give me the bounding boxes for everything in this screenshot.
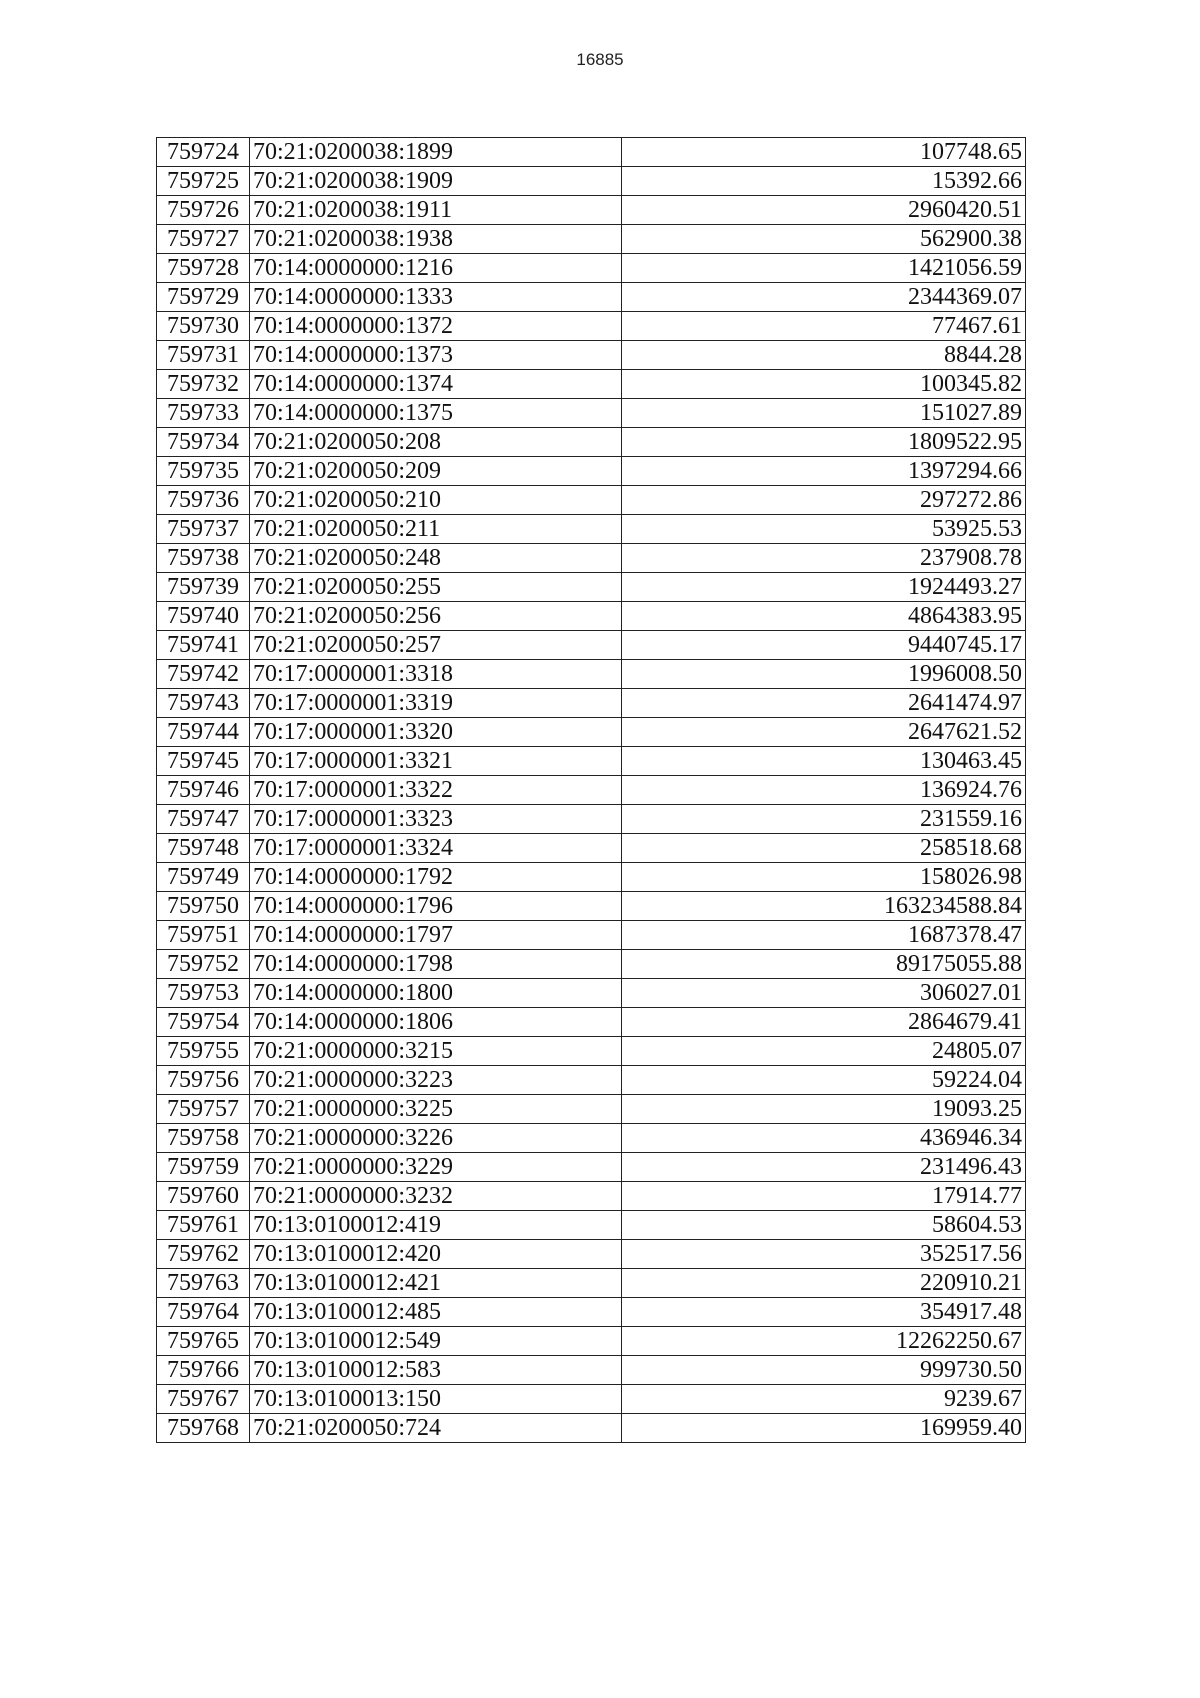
row-number-cell: 759751 <box>157 921 250 950</box>
value-cell: 24805.07 <box>622 1037 1026 1066</box>
table-row <box>157 254 1026 283</box>
table-row <box>157 805 1026 834</box>
table-row <box>157 138 1026 167</box>
table-row <box>157 979 1026 1008</box>
row-number-cell: 759754 <box>157 1008 250 1037</box>
table-row <box>157 718 1026 747</box>
value-cell: 100345.82 <box>622 370 1026 399</box>
cadastral-number-cell: 70:13:0100012:485 <box>250 1298 622 1327</box>
value-cell: 1687378.47 <box>622 921 1026 950</box>
cadastral-number-cell: 70:13:0100012:583 <box>250 1356 622 1385</box>
table-row <box>157 1385 1026 1414</box>
row-number-cell: 759728 <box>157 254 250 283</box>
row-number-cell: 759726 <box>157 196 250 225</box>
value-cell: 130463.45 <box>622 747 1026 776</box>
cadastral-number-cell: 70:17:0000001:3324 <box>250 834 622 863</box>
value-cell: 1421056.59 <box>622 254 1026 283</box>
value-cell: 2641474.97 <box>622 689 1026 718</box>
cadastral-number-cell: 70:14:0000000:1798 <box>250 950 622 979</box>
table-row <box>157 631 1026 660</box>
cadastral-number-cell: 70:14:0000000:1796 <box>250 892 622 921</box>
row-number-cell: 759764 <box>157 1298 250 1327</box>
row-number-cell: 759740 <box>157 602 250 631</box>
row-number-cell: 759738 <box>157 544 250 573</box>
cadastral-number-cell: 70:14:0000000:1333 <box>250 283 622 312</box>
row-number-cell: 759734 <box>157 428 250 457</box>
table-row <box>157 486 1026 515</box>
row-number-cell: 759735 <box>157 457 250 486</box>
value-cell: 9239.67 <box>622 1385 1026 1414</box>
row-number-cell: 759762 <box>157 1240 250 1269</box>
row-number-cell: 759731 <box>157 341 250 370</box>
value-cell: 436946.34 <box>622 1124 1026 1153</box>
row-number-cell: 759760 <box>157 1182 250 1211</box>
table-row <box>157 602 1026 631</box>
row-number-cell: 759768 <box>157 1414 250 1443</box>
value-cell: 59224.04 <box>622 1066 1026 1095</box>
value-cell: 107748.65 <box>622 138 1026 167</box>
table-row <box>157 1269 1026 1298</box>
value-cell: 1809522.95 <box>622 428 1026 457</box>
cadastral-number-cell: 70:21:0200038:1909 <box>250 167 622 196</box>
row-number-cell: 759732 <box>157 370 250 399</box>
cadastral-number-cell: 70:14:0000000:1800 <box>250 979 622 1008</box>
row-number-cell: 759766 <box>157 1356 250 1385</box>
row-number-cell: 759749 <box>157 863 250 892</box>
table-row <box>157 283 1026 312</box>
value-cell: 306027.01 <box>622 979 1026 1008</box>
value-cell: 9440745.17 <box>622 631 1026 660</box>
row-number-cell: 759759 <box>157 1153 250 1182</box>
row-number-cell: 759763 <box>157 1269 250 1298</box>
row-number-cell: 759757 <box>157 1095 250 1124</box>
table-row <box>157 515 1026 544</box>
value-cell: 999730.50 <box>622 1356 1026 1385</box>
cadastral-number-cell: 70:21:0200050:208 <box>250 428 622 457</box>
table-row <box>157 1037 1026 1066</box>
row-number-cell: 759761 <box>157 1211 250 1240</box>
table-row <box>157 428 1026 457</box>
row-number-cell: 759755 <box>157 1037 250 1066</box>
table-row <box>157 1182 1026 1211</box>
cadastral-number-cell: 70:14:0000000:1373 <box>250 341 622 370</box>
cadastral-number-cell: 70:17:0000001:3322 <box>250 776 622 805</box>
row-number-cell: 759727 <box>157 225 250 254</box>
row-number-cell: 759750 <box>157 892 250 921</box>
value-cell: 4864383.95 <box>622 602 1026 631</box>
value-cell: 258518.68 <box>622 834 1026 863</box>
row-number-cell: 759753 <box>157 979 250 1008</box>
value-cell: 2864679.41 <box>622 1008 1026 1037</box>
table-row <box>157 921 1026 950</box>
cadastral-number-cell: 70:21:0200050:255 <box>250 573 622 602</box>
cadastral-number-cell: 70:14:0000000:1375 <box>250 399 622 428</box>
value-cell: 220910.21 <box>622 1269 1026 1298</box>
row-number-cell: 759739 <box>157 573 250 602</box>
value-cell: 8844.28 <box>622 341 1026 370</box>
table-row <box>157 863 1026 892</box>
table-row <box>157 1414 1026 1443</box>
cadastral-value-table <box>156 137 1026 1443</box>
cadastral-number-cell: 70:14:0000000:1216 <box>250 254 622 283</box>
cadastral-number-cell: 70:13:0100012:419 <box>250 1211 622 1240</box>
cadastral-number-cell: 70:14:0000000:1797 <box>250 921 622 950</box>
table-row <box>157 1240 1026 1269</box>
cadastral-number-cell: 70:21:0000000:3232 <box>250 1182 622 1211</box>
cadastral-number-cell: 70:17:0000001:3320 <box>250 718 622 747</box>
value-cell: 1924493.27 <box>622 573 1026 602</box>
table-row <box>157 1356 1026 1385</box>
cadastral-number-cell: 70:21:0200050:211 <box>250 515 622 544</box>
cadastral-number-cell: 70:17:0000001:3319 <box>250 689 622 718</box>
cadastral-number-cell: 70:21:0200050:209 <box>250 457 622 486</box>
value-cell: 163234588.84 <box>622 892 1026 921</box>
row-number-cell: 759743 <box>157 689 250 718</box>
cadastral-number-cell: 70:14:0000000:1806 <box>250 1008 622 1037</box>
table-row <box>157 1327 1026 1356</box>
value-cell: 2344369.07 <box>622 283 1026 312</box>
cadastral-number-cell: 70:21:0000000:3225 <box>250 1095 622 1124</box>
cadastral-number-cell: 70:21:0000000:3226 <box>250 1124 622 1153</box>
table-row <box>157 1153 1026 1182</box>
value-cell: 2647621.52 <box>622 718 1026 747</box>
cadastral-number-cell: 70:21:0200050:257 <box>250 631 622 660</box>
row-number-cell: 759745 <box>157 747 250 776</box>
table-row <box>157 1008 1026 1037</box>
cadastral-number-cell: 70:14:0000000:1372 <box>250 312 622 341</box>
row-number-cell: 759767 <box>157 1385 250 1414</box>
row-number-cell: 759748 <box>157 834 250 863</box>
row-number-cell: 759724 <box>157 138 250 167</box>
row-number-cell: 759756 <box>157 1066 250 1095</box>
row-number-cell: 759741 <box>157 631 250 660</box>
row-number-cell: 759758 <box>157 1124 250 1153</box>
cadastral-number-cell: 70:17:0000001:3318 <box>250 660 622 689</box>
table-row <box>157 196 1026 225</box>
table-row <box>157 1298 1026 1327</box>
value-cell: 151027.89 <box>622 399 1026 428</box>
cadastral-number-cell: 70:21:0200038:1899 <box>250 138 622 167</box>
cadastral-number-cell: 70:13:0100012:549 <box>250 1327 622 1356</box>
value-cell: 1397294.66 <box>622 457 1026 486</box>
cadastral-number-cell: 70:21:0200038:1938 <box>250 225 622 254</box>
value-cell: 1996008.50 <box>622 660 1026 689</box>
value-cell: 158026.98 <box>622 863 1026 892</box>
cadastral-number-cell: 70:17:0000001:3321 <box>250 747 622 776</box>
table-row <box>157 225 1026 254</box>
value-cell: 17914.77 <box>622 1182 1026 1211</box>
cadastral-number-cell: 70:13:0100013:150 <box>250 1385 622 1414</box>
row-number-cell: 759747 <box>157 805 250 834</box>
row-number-cell: 759729 <box>157 283 250 312</box>
table-row <box>157 689 1026 718</box>
value-cell: 12262250.67 <box>622 1327 1026 1356</box>
row-number-cell: 759746 <box>157 776 250 805</box>
cadastral-number-cell: 70:14:0000000:1792 <box>250 863 622 892</box>
row-number-cell: 759733 <box>157 399 250 428</box>
cadastral-number-cell: 70:21:0000000:3223 <box>250 1066 622 1095</box>
value-cell: 15392.66 <box>622 167 1026 196</box>
row-number-cell: 759737 <box>157 515 250 544</box>
table-row <box>157 747 1026 776</box>
cadastral-number-cell: 70:21:0000000:3229 <box>250 1153 622 1182</box>
table-row <box>157 167 1026 196</box>
table-row <box>157 1124 1026 1153</box>
value-cell: 2960420.51 <box>622 196 1026 225</box>
value-cell: 53925.53 <box>622 515 1026 544</box>
value-cell: 136924.76 <box>622 776 1026 805</box>
value-cell: 58604.53 <box>622 1211 1026 1240</box>
value-cell: 354917.48 <box>622 1298 1026 1327</box>
table-row <box>157 1095 1026 1124</box>
row-number-cell: 759765 <box>157 1327 250 1356</box>
value-cell: 237908.78 <box>622 544 1026 573</box>
value-cell: 19093.25 <box>622 1095 1026 1124</box>
cadastral-number-cell: 70:14:0000000:1374 <box>250 370 622 399</box>
cadastral-number-cell: 70:21:0200038:1911 <box>250 196 622 225</box>
table-row <box>157 370 1026 399</box>
value-cell: 352517.56 <box>622 1240 1026 1269</box>
table-row <box>157 776 1026 805</box>
table-row <box>157 950 1026 979</box>
value-cell: 562900.38 <box>622 225 1026 254</box>
cadastral-number-cell: 70:21:0200050:248 <box>250 544 622 573</box>
value-cell: 77467.61 <box>622 312 1026 341</box>
cadastral-number-cell: 70:17:0000001:3323 <box>250 805 622 834</box>
cadastral-number-cell: 70:21:0200050:256 <box>250 602 622 631</box>
table-row <box>157 457 1026 486</box>
row-number-cell: 759730 <box>157 312 250 341</box>
value-cell: 297272.86 <box>622 486 1026 515</box>
table-row <box>157 1066 1026 1095</box>
value-cell: 231559.16 <box>622 805 1026 834</box>
row-number-cell: 759742 <box>157 660 250 689</box>
table-row <box>157 399 1026 428</box>
value-cell: 169959.40 <box>622 1414 1026 1443</box>
value-cell: 231496.43 <box>622 1153 1026 1182</box>
table-row <box>157 1211 1026 1240</box>
cadastral-number-cell: 70:21:0200050:210 <box>250 486 622 515</box>
row-number-cell: 759744 <box>157 718 250 747</box>
cadastral-number-cell: 70:13:0100012:420 <box>250 1240 622 1269</box>
table-body <box>157 138 1026 1443</box>
cadastral-number-cell: 70:13:0100012:421 <box>250 1269 622 1298</box>
row-number-cell: 759752 <box>157 950 250 979</box>
row-number-cell: 759736 <box>157 486 250 515</box>
cadastral-number-cell: 70:21:0000000:3215 <box>250 1037 622 1066</box>
table-row <box>157 341 1026 370</box>
table-row <box>157 573 1026 602</box>
table-row <box>157 312 1026 341</box>
value-cell: 89175055.88 <box>622 950 1026 979</box>
table-row <box>157 834 1026 863</box>
table-row <box>157 892 1026 921</box>
table-row <box>157 544 1026 573</box>
row-number-cell: 759725 <box>157 167 250 196</box>
table-row <box>157 660 1026 689</box>
cadastral-number-cell: 70:21:0200050:724 <box>250 1414 622 1443</box>
page-number: 16885 <box>576 50 624 69</box>
